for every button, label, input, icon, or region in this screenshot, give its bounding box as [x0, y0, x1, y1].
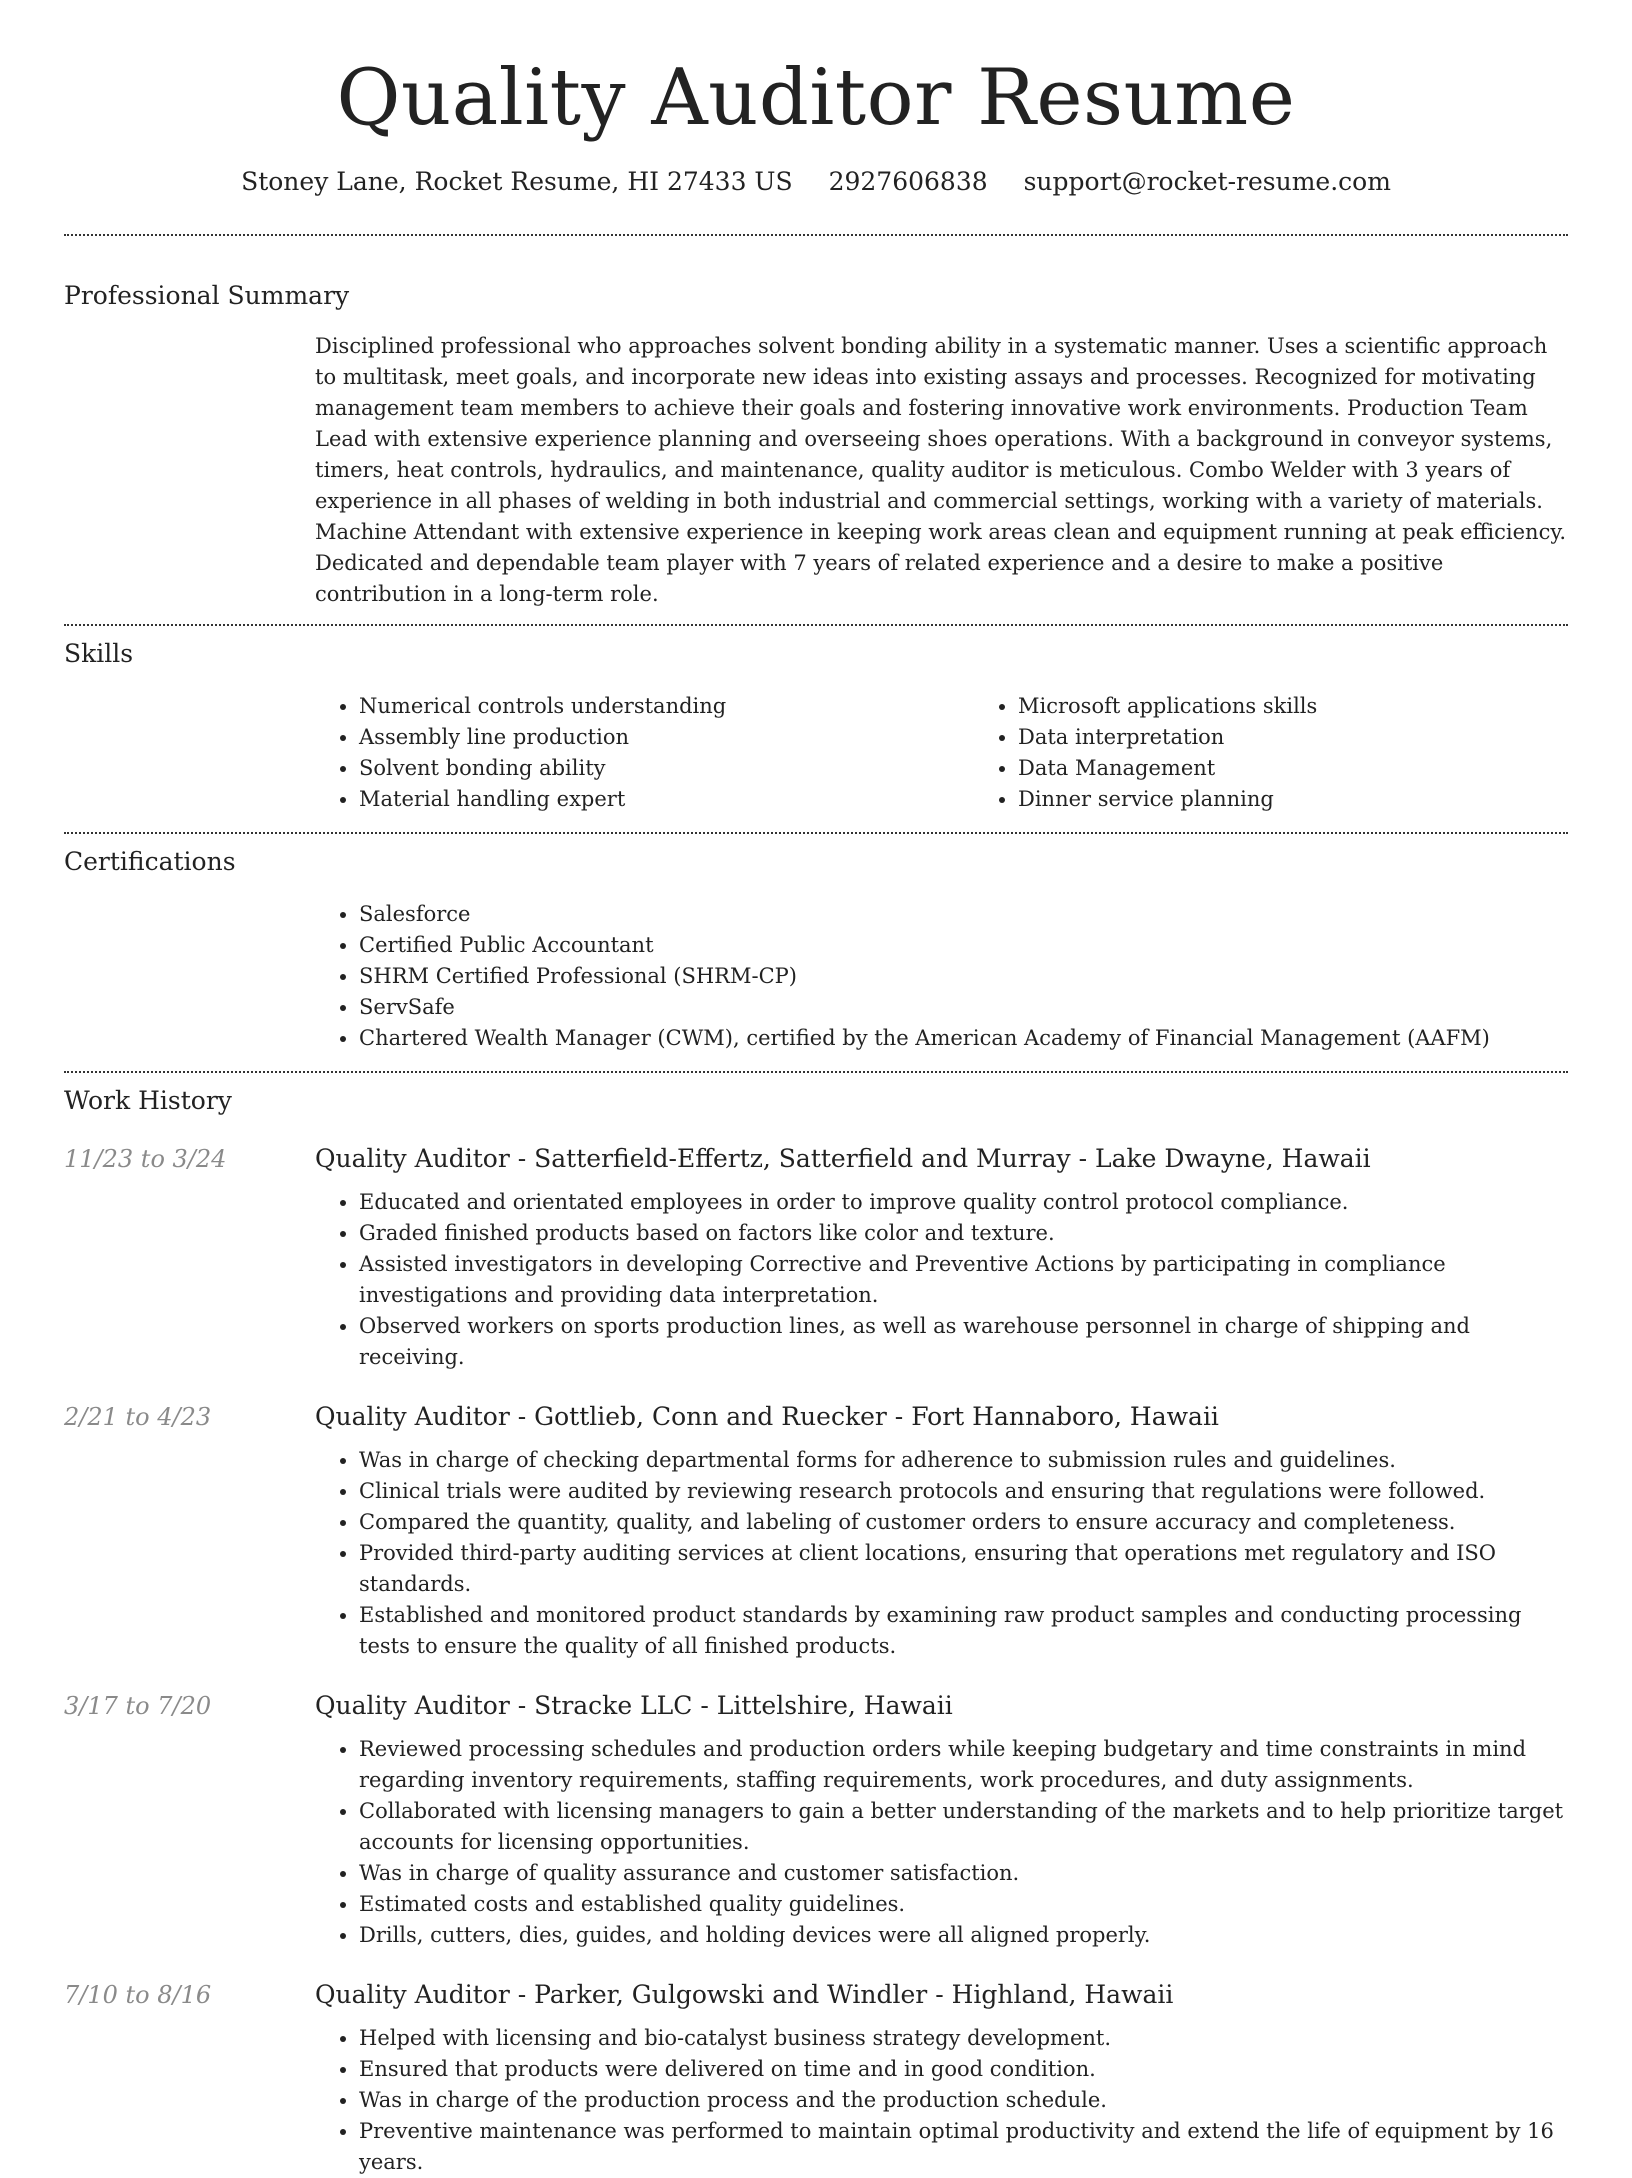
contact-phone: 2927606838	[828, 167, 988, 196]
divider	[64, 1071, 1568, 1073]
summary-text: Disciplined professional who approaches solvent bonding ability in a systematic manner. Uses a scientific approach to multitask, meet goals, and incorporate new ideas into existing assays and processes. Recognized for motivating management team members to achieve their goals and fostering innovative work environments. Production Team Lead with extensive experience planning and overseeing shoes operations. With a background in conveyor systems, timers, heat controls, hydraulics, and maintenance, quality auditor is meticulous. Combo Welder with 3 years of experience in all phases of welding in both industrial and commercial settings, working with a variety of materials. Machine Attendant with extensive experience in keeping work areas clean and equipment running at peak efficiency. Dedicated and dependable team player with 7 years of related experience and a desire to make a positive contribution in a long-term role.	[315, 334, 1567, 606]
duty-item: • Drills, cutters, dies, guides, and holding devices were all aligned properly.	[359, 1920, 1568, 1951]
job-entry	[64, 1977, 1568, 2178]
skills-list-right	[974, 691, 1632, 815]
divider	[64, 624, 1568, 626]
job-title: Quality Auditor - Gottlieb, Conn and Ruecker - Fort Hannaboro, Hawaii	[315, 1402, 1219, 1431]
job-title: Quality Auditor - Parker, Gulgowski and Windler - Highland, Hawaii	[315, 1980, 1174, 2009]
certification-item: • Certified Public Accountant	[359, 930, 1568, 961]
certification-item: • Chartered Wealth Manager (CWM), certified by the American Academy of Financial Management (AAFM)	[359, 1023, 1568, 1054]
certifications-heading: Certifications	[64, 847, 236, 876]
job-dates: 3/17 to 7/20	[64, 1692, 212, 1720]
duty-item: • Reviewed processing schedules and production orders while keeping budgetary and time constraints in mind regarding inventory requirements, staffing requirements, work procedures, and duty assignments.	[359, 1734, 1568, 1796]
skills-list-left	[315, 691, 974, 815]
skill-item: • Numerical controls understanding	[359, 691, 974, 722]
contact-line	[64, 164, 1568, 200]
job-duties	[315, 1445, 1568, 1662]
job-entry	[64, 1688, 1568, 1951]
duty-item: • Was in charge of quality assurance and customer satisfaction.	[359, 1858, 1568, 1889]
work-history-heading: Work History	[64, 1086, 232, 1115]
certification-item: • ServSafe	[359, 992, 1568, 1023]
job-duties	[315, 1187, 1568, 1373]
duty-item: • Provided third-party auditing services at client locations, ensuring that operations met regulatory and ISO standards.	[359, 1538, 1568, 1600]
skill-item: • Solvent bonding ability	[359, 753, 974, 784]
duty-item: • Preventive maintenance was performed to maintain optimal productivity and extend the life of equipment by 16 years.	[359, 2116, 1568, 2178]
skills-section	[64, 636, 1568, 815]
resume-title: Quality Auditor Resume	[336, 53, 1296, 143]
job-title: Quality Auditor - Stracke LLC - Littelshire, Hawaii	[315, 1691, 953, 1720]
certification-item: • Salesforce	[359, 899, 1568, 930]
duty-item: • Educated and orientated employees in order to improve quality control protocol compliance.	[359, 1187, 1568, 1218]
job-dates: 7/10 to 8/16	[64, 1981, 212, 2009]
contact-address: Stoney Lane, Rocket Resume, HI 27433 US	[241, 167, 793, 196]
duty-item: • Estimated costs and established quality guidelines.	[359, 1889, 1568, 1920]
duty-item: • Helped with licensing and bio-catalyst business strategy development.	[359, 2023, 1568, 2054]
duty-item: • Was in charge of the production process and the production schedule.	[359, 2085, 1568, 2116]
skill-item: • Dinner service planning	[1018, 784, 1632, 815]
skill-item: • Microsoft applications skills	[1018, 691, 1632, 722]
duty-item: • Collaborated with licensing managers to gain a better understanding of the markets and to help prioritize target accounts for licensing opportunities.	[359, 1796, 1568, 1858]
job-duties	[315, 2023, 1568, 2178]
certifications-section	[64, 844, 1568, 1054]
job-dates: 11/23 to 3/24	[64, 1145, 227, 1173]
job-duties	[315, 1734, 1568, 1951]
resume-page	[64, 0, 1568, 2178]
divider	[64, 832, 1568, 834]
summary-heading: Professional Summary	[64, 281, 350, 310]
skill-item: • Material handling expert	[359, 784, 974, 815]
duty-item: • Graded finished products based on factors like color and texture.	[359, 1218, 1568, 1249]
summary-section	[64, 278, 1568, 610]
job-entry	[64, 1399, 1568, 1662]
duty-item: • Compared the quantity, quality, and labeling of customer orders to ensure accuracy and completeness.	[359, 1507, 1568, 1538]
job-entry	[64, 1141, 1568, 1373]
duty-item: • Established and monitored product standards by examining raw product samples and conducting processing tests to ensure the quality of all finished products.	[359, 1600, 1568, 1662]
skill-item: • Data Management	[1018, 753, 1632, 784]
skills-heading: Skills	[64, 639, 134, 668]
skill-item: • Data interpretation	[1018, 722, 1632, 753]
duty-item: • Ensured that products were delivered on time and in good condition.	[359, 2054, 1568, 2085]
certifications-list	[315, 899, 1568, 1054]
divider	[64, 234, 1568, 236]
duty-item: • Clinical trials were audited by reviewing research protocols and ensuring that regulations were followed.	[359, 1476, 1568, 1507]
skill-item: • Assembly line production	[359, 722, 974, 753]
certification-item: • SHRM Certified Professional (SHRM-CP)	[359, 961, 1568, 992]
job-dates: 2/21 to 4/23	[64, 1403, 212, 1431]
job-title: Quality Auditor - Satterfield-Effertz, Satterfield and Murray - Lake Dwayne, Hawaii	[315, 1144, 1371, 1173]
duty-item: • Observed workers on sports production lines, as well as warehouse personnel in charge of shipping and receiving.	[359, 1311, 1568, 1373]
contact-email: support@rocket-resume.com	[1023, 167, 1391, 196]
duty-item: • Assisted investigators in developing Corrective and Preventive Actions by participating in compliance investigations and providing data interpretation.	[359, 1249, 1568, 1311]
duty-item: • Was in charge of checking departmental forms for adherence to submission rules and guidelines.	[359, 1445, 1568, 1476]
work-history-section	[64, 1083, 1568, 2178]
